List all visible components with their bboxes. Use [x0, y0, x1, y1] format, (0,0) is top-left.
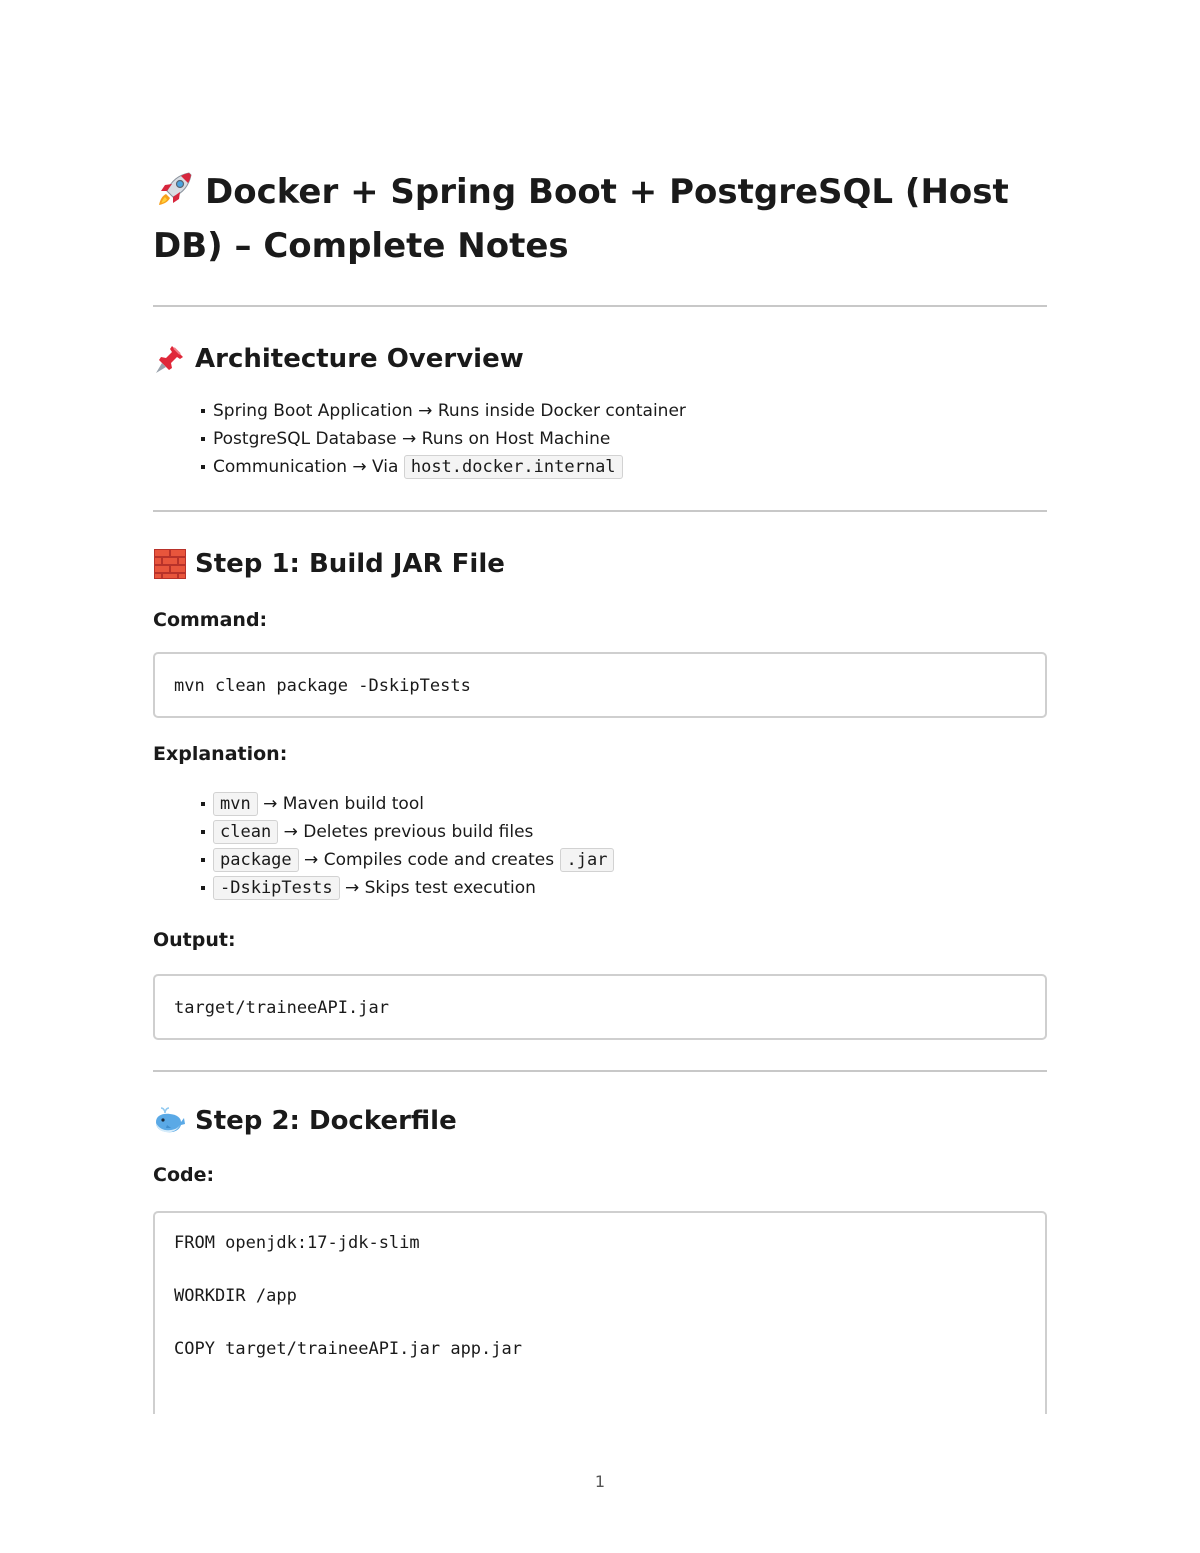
explanation-list — [153, 790, 1047, 902]
output-label: Output: — [153, 929, 236, 951]
architecture-list — [153, 397, 1047, 481]
document-content — [153, 165, 1047, 1414]
divider — [153, 510, 1047, 512]
inline-code: clean — [213, 820, 278, 844]
code-label: Code: — [153, 1164, 215, 1186]
pushpin-icon — [153, 342, 187, 376]
section-heading-architecture — [153, 341, 1047, 377]
inline-code: .jar — [560, 848, 615, 872]
page-number: 1 — [594, 1472, 606, 1491]
section-heading-text: Step 1: Build JAR File — [195, 549, 505, 579]
list-item: Communication → Via host.docker.internal — [201, 453, 1047, 481]
list-item: PostgreSQL Database → Runs on Host Machine — [201, 425, 1047, 453]
inline-code: host.docker.internal — [404, 455, 623, 479]
list-item: clean → Deletes previous build files — [201, 818, 1047, 846]
output-code-block — [153, 974, 1047, 1040]
rocket-icon — [153, 167, 197, 211]
divider — [153, 305, 1047, 307]
page-title-text: Docker + Spring Boot + PostgreSQL (Host DB) – Complete Notes — [153, 172, 1009, 266]
list-item: package → Compiles code and creates .jar — [201, 846, 1047, 874]
inline-code: package — [213, 848, 299, 872]
code-line: target/traineeAPI.jar — [174, 998, 389, 1018]
section-heading-step2 — [153, 1103, 1047, 1139]
brick-icon — [153, 547, 187, 581]
list-item: mvn → Maven build tool — [201, 790, 1047, 818]
explanation-label: Explanation: — [153, 743, 288, 765]
command-code-block — [153, 652, 1047, 718]
section-heading-text: Architecture Overview — [195, 344, 524, 374]
section-heading-text: Step 2: Dockerfile — [195, 1106, 457, 1136]
code-line: COPY target/traineeAPI.jar app.jar — [174, 1339, 522, 1359]
dockerfile-code-block — [153, 1211, 1047, 1414]
inline-code: -DskipTests — [213, 876, 340, 900]
code-line: mvn clean package -DskipTests — [174, 676, 471, 696]
page-title — [153, 165, 1047, 273]
whale-icon — [153, 1104, 187, 1138]
list-item: Spring Boot Application → Runs inside Docker container — [201, 397, 1047, 425]
code-line: FROM openjdk:17-jdk-slim — [174, 1233, 420, 1253]
section-heading-step1 — [153, 546, 1047, 582]
inline-code: mvn — [213, 792, 258, 816]
code-line: WORKDIR /app — [174, 1286, 297, 1306]
command-label: Command: — [153, 609, 268, 631]
list-item: -DskipTests → Skips test execution — [201, 874, 1047, 902]
divider — [153, 1070, 1047, 1072]
